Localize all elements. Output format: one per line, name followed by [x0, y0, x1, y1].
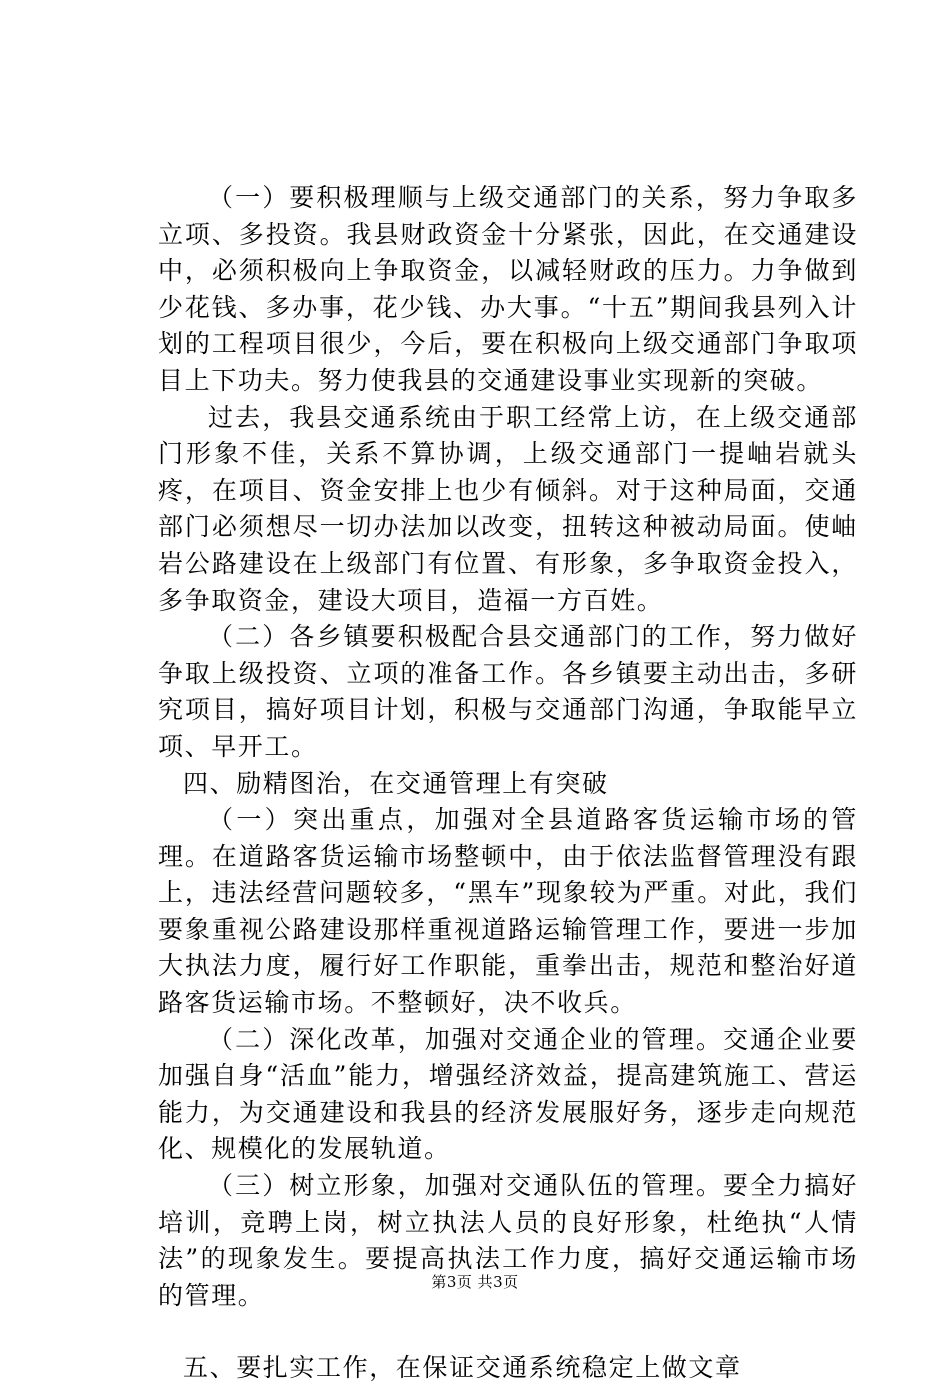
section-heading-stability: 五、要扎实工作，在保证交通系统稳定上做文章 [183, 1353, 742, 1383]
document-body [158, 180, 858, 1387]
paragraph-team-image: （三）树立形象，加强对交通队伍的管理。要全力搞好培训，竞聘上岗，树立执法人员的良好形象，杜绝执“人情法”的现象发生。要提高执法工作力度，搞好交通运输市场的管理。 [158, 1171, 858, 1310]
paragraph-transport-market: （一）突出重点，加强对全县道路客货运输市场的管理。在道路客货运输市场整顿中，由于依法监督管理没有跟上，违法经营问题较多，“黑车”现象较为严重。对此，我们要象重视公路建设那样重视道路运输管理工作，要进一步加大执法力度，履行好工作职能，重拳出击，规范和整治好道路客货运输市场。不整顿好，决不收兵。 [158, 805, 858, 1018]
paragraph-strive-for-projects: （一）要积极理顺与上级交通部门的关系，努力争取多立项、多投资。我县财政资金十分紧张，因此，在交通建设中，必须积极向上争取资金，以减轻财政的压力。力争做到少花钱、多办事，花少钱、办大事。“十五”期间我县列入计划的工程项目很少，今后，要在积极向上级交通部门争取项目上下功夫。努力使我县的交通建设事业实现新的突破。 [158, 183, 858, 395]
section-heading-management: 四、励精图治，在交通管理上有突破 [183, 768, 609, 798]
page-number: 第3页 共3页 [431, 1273, 519, 1291]
paragraph-enterprise-reform: （二）深化改革，加强对交通企业的管理。交通企业要加强自身“活血”能力，增强经济效益，提高建筑施工、营运能力，为交通建设和我县的经济发展服好务，逐步走向规范化、规模化的发展轨道。 [158, 1024, 858, 1164]
paragraph-townships-cooperate: （二）各乡镇要积极配合县交通部门的工作，努力做好争取上级投资、立项的准备工作。各乡镇要主动出击，多研究项目，搞好项目计划，积极与交通部门沟通，争取能早立项、早开工。 [158, 622, 858, 761]
paragraph-past-situation: 过去，我县交通系统由于职工经常上访，在上级交通部门形象不佳，关系不算协调，上级交通部门一提岫岩就头疼，在项目、资金安排上也少有倾斜。对于这种局面，交通部门必须想尽一切办法加以改变，扭转这种被动局面。使岫岩公路建设在上级部门有位置、有形象，多争取资金投入，多争取资金，建设大项目，造福一方百姓。 [158, 402, 858, 615]
